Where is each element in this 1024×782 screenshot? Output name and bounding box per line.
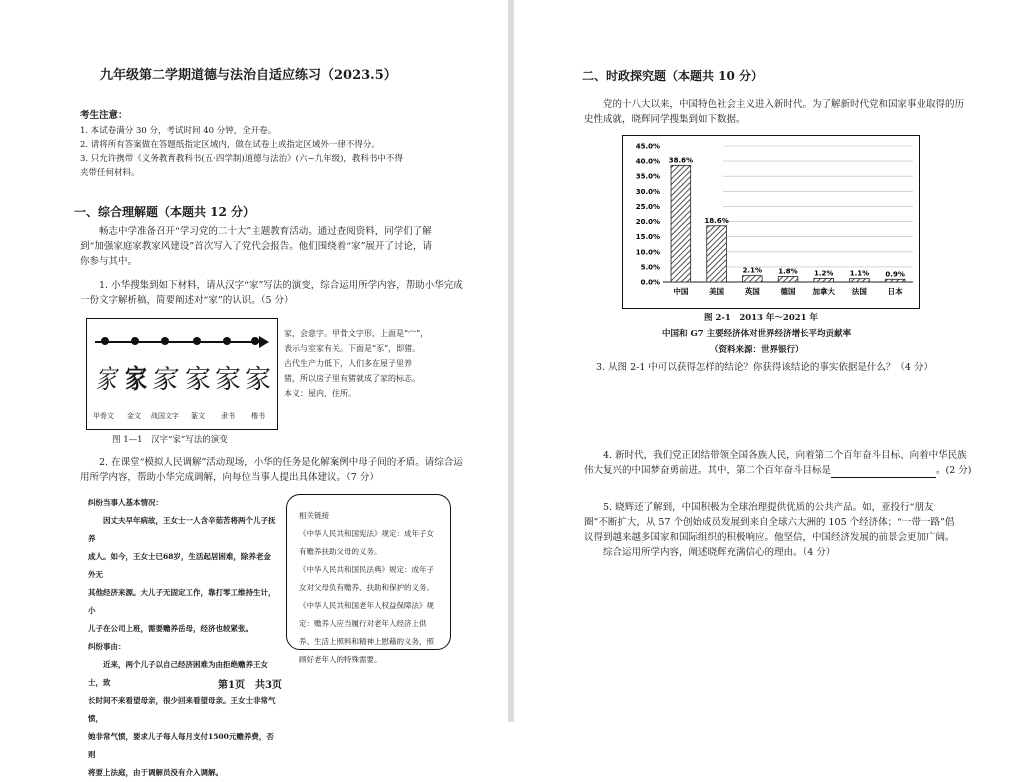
intro-line: 你参与其中。 (80, 256, 138, 267)
q5-line: 圈”不断扩大，从 57 个创始成员发展到来自全球六大洲的 105 个经济体；“一带一路”倡 (584, 517, 955, 528)
bar-value-label: 1.8% (778, 267, 798, 276)
related-links-box (286, 494, 451, 664)
q5-line: 5. 晓辉还了解到，中国积极为全球治理提供优质的公共产品。如，亚投行“朋友 (603, 502, 934, 513)
case-line: 成人。如今，王女士已68岁，生活起居困难，除养老金外无 (88, 552, 271, 579)
q1-line: 1. 小华搜集到如下材料，请从汉字“家”写法的演变，综合运用所学内容，帮助小华完成 (99, 280, 463, 291)
category-label: 美国 (709, 287, 725, 296)
bar (671, 165, 691, 282)
timeline-dot (131, 337, 139, 345)
links-line: 女对父母负有赡养、扶助和保护的义务。 (299, 583, 434, 592)
question-1 (80, 278, 465, 308)
category-label: 法国 (851, 287, 867, 296)
section1-intro (80, 224, 465, 269)
glyph-label: 楷书 (251, 412, 265, 420)
case-line: 其他经济来源。大儿子无固定工作，靠打零工维持生计，小 (88, 588, 276, 615)
intro-line: 到“加强家庭家教家风建设”首次写入了党代会报告。他们围绕着“家”展开了讨论，请 (80, 241, 432, 252)
links-line: 顾好老年人的特殊需要。 (299, 655, 382, 664)
case-header: 纠纷当事人基本情况： (88, 498, 163, 507)
case-line: 将要上法庭，由于调解员没有介入调解。 (88, 768, 223, 777)
question-4 (584, 448, 1004, 478)
bar-value-label: 1.2% (814, 269, 834, 278)
character-explanation (284, 326, 464, 401)
links-line: 《中华人民共和国宪法》规定：成年子女 (299, 529, 434, 538)
timeline-dot (251, 337, 259, 345)
category-label: 德国 (780, 287, 796, 296)
glyph-label: 金文 (127, 412, 141, 420)
case-line: 近来，两个儿子以自己经济困难为由拒绝赡养王女士，致 (88, 660, 268, 687)
y-tick-label: 15.0% (635, 233, 660, 242)
bar-value-label: 2.1% (742, 266, 762, 275)
glyph-label: 篆文 (191, 412, 205, 420)
case-line: 她非常气愤，要求儿子每人每月支付1500元赡养费，否则 (88, 732, 274, 759)
section2-heading: 二、时政探究题（本题共 10 分） (582, 69, 764, 83)
case-line: 儿子在公司上班，需要赡养岳母，经济也较紧张。 (88, 624, 253, 633)
q2-line: 2. 在课堂“模拟人民调解”活动现场，小华的任务是化解案例中母子间的矛盾。请综合运 (99, 457, 463, 468)
bar-value-label: 18.6% (704, 216, 729, 225)
q4-line: 伟大复兴的中国梦奋勇前进。其中，第二个百年奋斗目标是 (584, 465, 832, 476)
y-tick-label: 20.0% (635, 218, 660, 227)
case-line: 因丈夫早年病故，王女士一人含辛茹苦将两个儿子抚养 (88, 516, 276, 543)
y-tick-label: 10.0% (635, 248, 660, 257)
case-header: 纠纷事由： (88, 642, 126, 651)
category-label: 日本 (887, 287, 903, 296)
glyph-clerical: 家 (215, 364, 242, 394)
timeline-dot (193, 337, 201, 345)
figure-2-1-caption: 图 2-1 2013 年～2021 年 (704, 313, 819, 323)
case-description (88, 494, 278, 782)
question-2 (80, 455, 465, 485)
chart-grid (663, 146, 913, 282)
note-line: 夹带任何材料。 (80, 168, 140, 178)
category-label: 中国 (673, 287, 689, 296)
right-page (514, 0, 1024, 722)
section1-heading: 一、综合理解题（本题共 12 分） (74, 205, 256, 219)
bar (707, 226, 727, 282)
page-footer: 第1页 共3页 (218, 680, 282, 691)
links-line: 定：赡养人应当履行对老年人经济上供 (299, 619, 427, 628)
glyph-label: 甲骨文 (93, 412, 114, 420)
note-line: 1. 本试卷满分 30 分，考试时间 40 分钟，全开卷。 (80, 126, 277, 136)
paper-title: 九年级第二学期道德与法治自适应练习（2023.5） (100, 68, 397, 83)
glyph-bronze: 家 (124, 365, 148, 395)
section2-intro (584, 97, 984, 127)
bar (814, 278, 834, 282)
glyph-oracle: 家 (95, 365, 117, 395)
explain-line: 古代生产力低下，人们多在屋子里养 (284, 359, 412, 368)
related-links-content (299, 507, 444, 669)
explain-line: 家，会意字。甲骨文字形，上面是“宀”， (284, 329, 429, 338)
y-tick-label: 35.0% (635, 172, 660, 181)
timeline-dot (223, 337, 231, 345)
note-line: 3. 只允许携带《义务教育教科书(五·四学制)道德与法治》(六~九年级)，教科书中不得 (80, 154, 403, 164)
y-tick-label: 25.0% (635, 202, 660, 211)
answer-blank[interactable] (831, 467, 936, 478)
bar (885, 279, 905, 282)
glyph-label: 隶书 (221, 412, 235, 420)
chart-categories (673, 286, 903, 296)
question-5 (584, 500, 1004, 560)
q4-line: 4. 新时代，我们党正团结带领全国各族人民，向着第二个百年奋斗目标、向着中华民族 (603, 450, 967, 461)
intro-line: 党的十八大以来，中国特色社会主义进入新时代。为了解新时代党和国家事业取得的历 (603, 99, 965, 110)
category-label: 加拿大 (812, 287, 835, 296)
note-line: 2. 请将所有答案做在答题纸指定区域内，做在试卷上或指定区域外一律不得分。 (80, 140, 380, 150)
bar-value-label: 0.9% (885, 270, 905, 279)
q2-line: 用所学内容，帮助小华完成调解，向每位当事人提出具体建议。（7 分） (80, 472, 379, 483)
glyph-warring-states: 家 (150, 365, 181, 395)
bar-value-label: 1.1% (849, 269, 870, 278)
bar (742, 276, 762, 282)
timeline-arrow (95, 341, 260, 343)
bar (778, 277, 798, 282)
intro-line: 史性成就，晓辉同学搜集到如下数据。 (584, 114, 746, 125)
bar-chart (623, 136, 919, 308)
figure-1-1-caption: 图 1—1 汉字“家”写法的演变 (112, 435, 228, 445)
y-tick-label: 45.0% (635, 142, 660, 151)
q5-line: 综合运用所学内容，阐述晓辉充满信心的理由。（4 分） (603, 547, 836, 558)
timeline-dot (161, 337, 169, 345)
explain-line: 表示与室家有关。下面是“豕”，即猪。 (284, 344, 421, 353)
links-line: 《中华人民共和国老年人权益保障法》规 (299, 601, 434, 610)
chart-y-ticks (636, 143, 660, 287)
glyph-label: 战国文字 (151, 412, 179, 420)
y-tick-label: 40.0% (635, 157, 660, 166)
links-title: 相关链接 (299, 511, 329, 520)
arrow-head-icon (259, 336, 269, 348)
q4-tail: 。(2 分) (936, 465, 972, 476)
notes-header: 考生注意： (80, 110, 128, 121)
q5-line: 议得到越来越多国家和国际组织的积极响应。他坚信，中国经济发展的前景会更加广阔。 (584, 532, 955, 543)
category-label: 英国 (744, 287, 760, 296)
case-line: 长时间不来看望母亲，很少回来看望母亲。王女士非常气愤， (88, 696, 276, 723)
glyph-regular: 家 (245, 365, 272, 395)
figure-2-1-source: （资料来源：世界银行） (710, 345, 804, 355)
q1-line: 一份文字解析稿，简要阐述对“家”的认识。（5 分） (80, 295, 294, 306)
bar (850, 279, 870, 282)
y-tick-label: 30.0% (635, 187, 660, 196)
links-line: 有赡养扶助父母的义务。 (299, 547, 382, 556)
character-evolution-figure (86, 318, 278, 430)
intro-line: 畅志中学准备召开“学习党的二十大”主题教育活动。通过查阅资料，同学们了解 (99, 226, 432, 237)
figure-2-1-title: 中国和 G7 主要经济体对世界经济增长平均贡献率 (662, 329, 852, 339)
y-tick-label: 0.0% (640, 278, 660, 287)
left-page (0, 0, 508, 777)
links-line: 养、生活上照料和精神上慰藉的义务，照 (299, 637, 434, 646)
explain-line: 本义：屋内，住所。 (284, 389, 356, 398)
chart-value-labels (669, 156, 905, 278)
bar-value-label: 38.6% (668, 156, 694, 165)
glyph-seal: 家 (185, 365, 212, 395)
timeline-dot (101, 337, 109, 345)
notes-block (80, 124, 460, 180)
chart-frame (622, 135, 920, 309)
links-line: 《中华人民共和国民法典》规定：成年子 (299, 565, 434, 574)
y-tick-label: 5.0% (640, 263, 660, 272)
explain-line: 猪，所以房子里有猪就成了家的标志。 (284, 374, 420, 383)
question-3: 3. 从图 2-1 中可以获得怎样的结论？你获得该结论的事实依据是什么？（4 分） (596, 362, 933, 373)
